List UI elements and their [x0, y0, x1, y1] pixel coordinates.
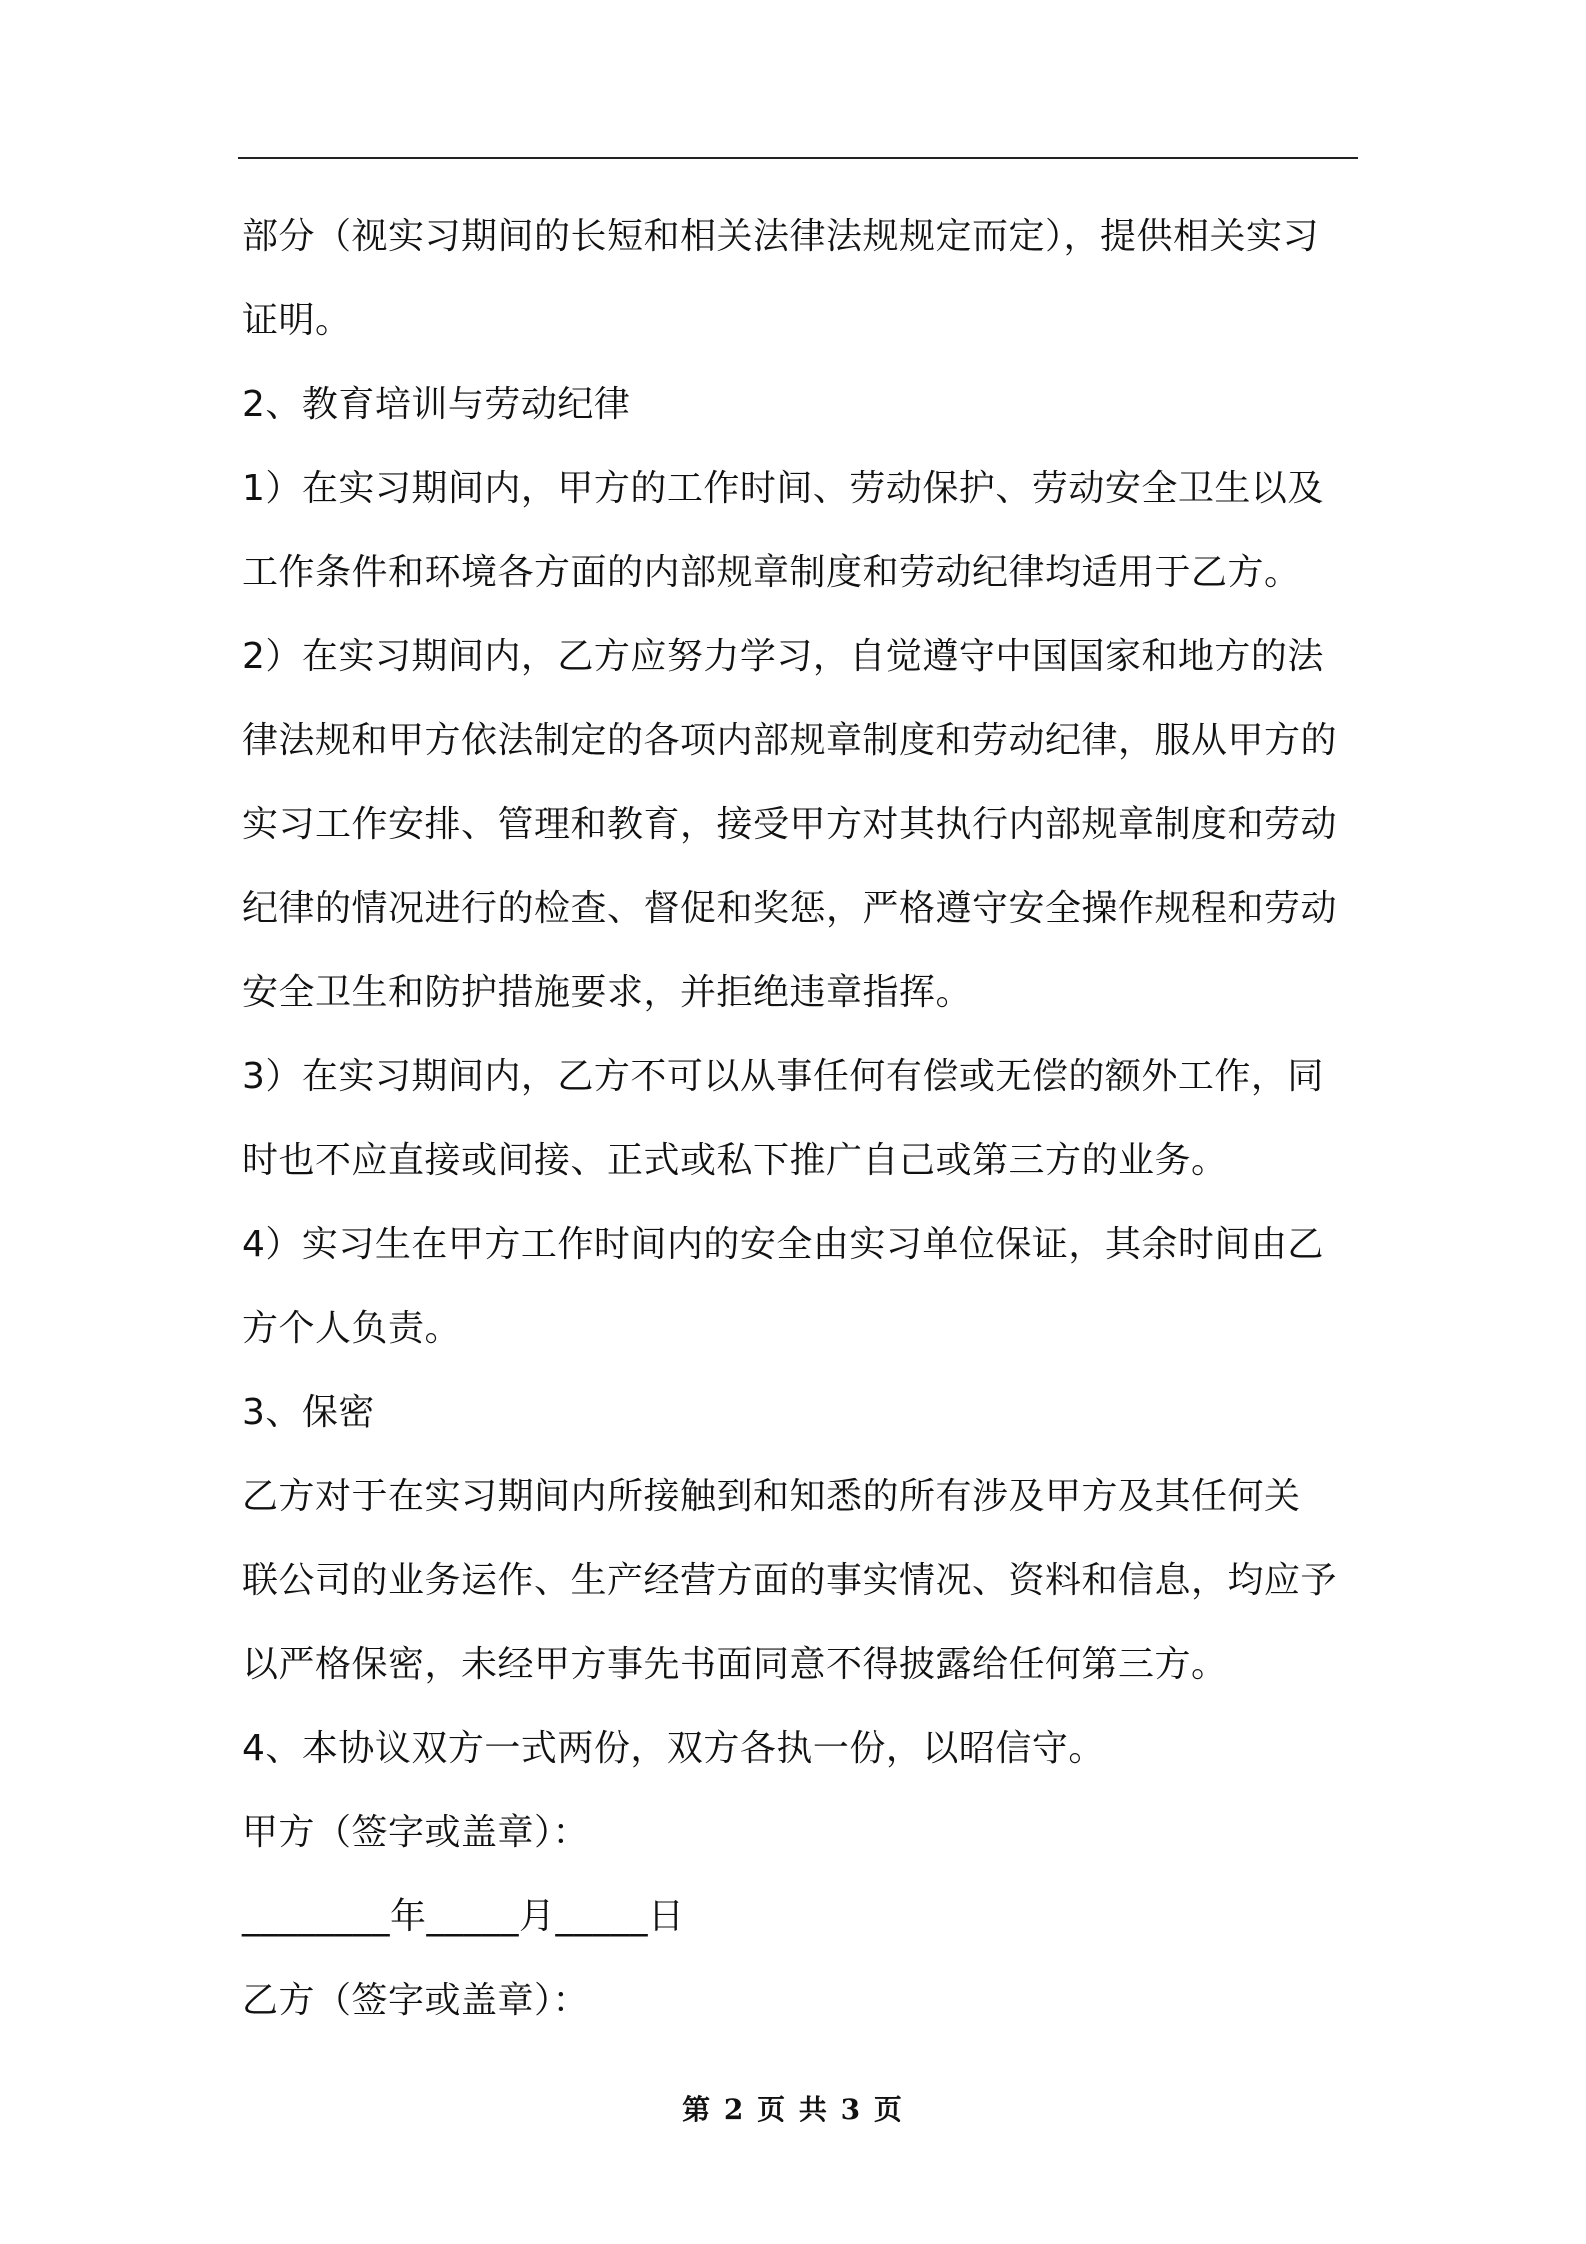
text-line: 3）在实习期间内，乙方不可以从事任何有偿或无偿的额外工作，同: [242, 1056, 1324, 1097]
text-line: 以严格保密，未经甲方事先书面同意不得披露给任何第三方。: [242, 1644, 1228, 1685]
section-heading: 2、教育培训与劳动纪律: [242, 384, 631, 425]
text-line: 证明。: [242, 300, 352, 341]
text-line: 4）实习生在甲方工作时间内的安全由实习单位保证，其余时间由乙: [242, 1224, 1324, 1265]
page-number-footer: 第 2 页 共 3 页: [682, 2093, 904, 2126]
text-line: 4、本协议双方一式两份，双方各执一份，以昭信守。: [242, 1728, 1105, 1769]
text-line: 律法规和甲方依法制定的各项内部规章制度和劳动纪律，服从甲方的: [242, 720, 1338, 761]
text-line: 乙方对于在实习期间内所接触到和知悉的所有涉及甲方及其任何关: [242, 1476, 1301, 1517]
text-line: 2）在实习期间内，乙方应努力学习，自觉遵守中国国家和地方的法: [242, 636, 1324, 677]
text-line: 1）在实习期间内，甲方的工作时间、劳动保护、劳动安全卫生以及: [242, 468, 1324, 509]
text-line: 联公司的业务运作、生产经营方面的事实情况、资料和信息，均应予: [242, 1560, 1338, 1601]
text-line: 时也不应直接或间接、正式或私下推广自己或第三方的业务。: [242, 1140, 1228, 1181]
document-body: [242, 195, 1358, 2043]
header-rule: [238, 157, 1358, 159]
text-line: 实习工作安排、管理和教育，接受甲方对其执行内部规章制度和劳动: [242, 804, 1338, 845]
section-heading: 3、保密: [242, 1392, 375, 1433]
text-line: 方个人负责。: [242, 1308, 462, 1349]
text-line: 纪律的情况进行的检查、督促和奖惩，严格遵守安全操作规程和劳动: [242, 888, 1338, 929]
party-b-signature-label: 乙方（签字或盖章）：: [242, 1980, 590, 2021]
text-line: 安全卫生和防护措施要求，并拒绝违章指挥。: [242, 972, 973, 1013]
text-line: 部分（视实习期间的长短和相关法律法规规定而定），提供相关实习: [242, 216, 1320, 257]
date-line: ________年_____月_____日: [242, 1896, 685, 1937]
text-line: 工作条件和环境各方面的内部规章制度和劳动纪律均适用于乙方。: [242, 552, 1301, 593]
party-a-signature-label: 甲方（签字或盖章）：: [242, 1812, 590, 1853]
